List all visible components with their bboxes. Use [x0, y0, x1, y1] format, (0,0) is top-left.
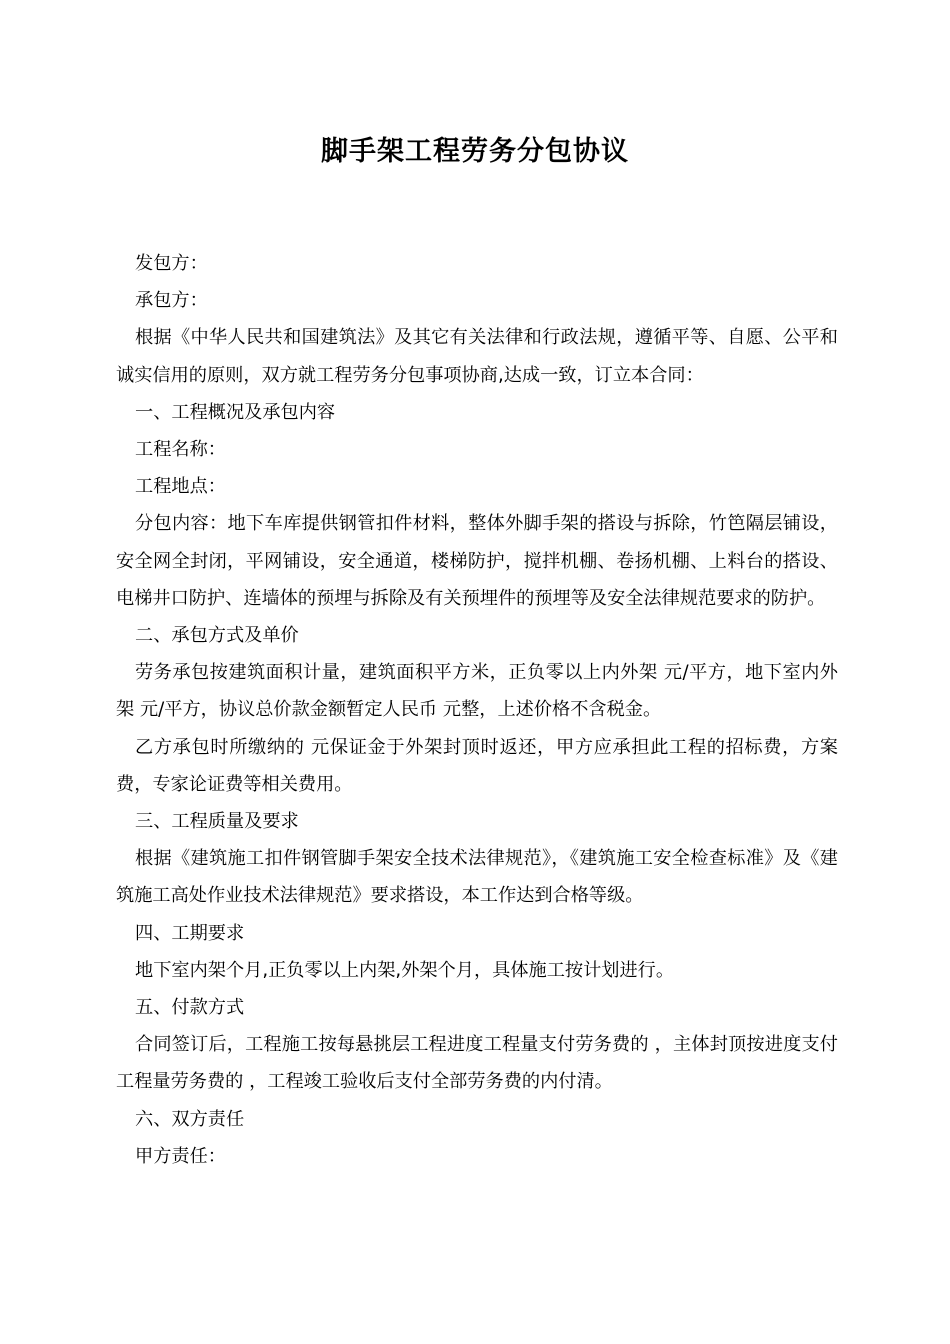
section-heading-4: 四、工期要求	[135, 922, 245, 944]
paragraph-party-a-responsibility: 甲方责任：	[135, 1145, 226, 1167]
paragraph-project-name: 工程名称：	[135, 439, 226, 461]
paragraph-deposit: 乙方承包时所缴纳的 元保证金于外架封顶时返还，甲方应承担此工程的招标费，方案费，专家论证费等相关费用。	[116, 736, 838, 795]
document-body	[116, 245, 838, 1175]
section-heading-5: 五、付款方式	[135, 997, 245, 1019]
paragraph-legal-basis: 根据《中华人民共和国建筑法》及其它有关法律和行政法规，遵循平等、自愿、公平和诚实信用的原则，双方就工程劳务分包事项协商,达成一致，订立本合同：	[116, 327, 838, 386]
paragraph-project-location: 工程地点：	[135, 476, 226, 498]
section-heading-1: 一、工程概况及承包内容	[135, 401, 336, 423]
section-heading-2: 二、承包方式及单价	[135, 625, 299, 647]
section-heading-3: 三、工程质量及要求	[135, 811, 299, 833]
paragraph-subcontractor-party: 承包方：	[135, 290, 208, 312]
paragraph-quality-standards: 根据《建筑施工扣件钢管脚手架安全技术法律规范》，《建筑施工安全检查标准》及《建筑施工高处作业技术法律规范》要求搭设，本工作达到合格等级。	[116, 848, 838, 907]
paragraph-scope: 分包内容：地下车库提供钢管扣件材料，整体外脚手架的搭设与拆除，竹笆隔层铺设，安全网全封闭，平网铺设，安全通道，楼梯防护，搅拌机棚、卷扬机棚、上料台的搭设、电梯井口防护、连墙体的预埋与拆除及有关预埋件的预埋等及安全法律规范要求的防护。	[116, 513, 838, 609]
paragraph-payment-terms: 合同签订后，工程施工按每悬挑层工程进度工程量支付劳务费的 ，主体封顶按进度支付工程量劳务费的 ，工程竣工验收后支付全部劳务费的内付清。	[116, 1034, 838, 1093]
paragraph-unit-price: 劳务承包按建筑面积计量，建筑面积平方米，正负零以上内外架 元/平方，地下室内外架 元/平方，协议总价款金额暂定人民币 元整，上述价格不含税金。	[116, 662, 838, 721]
paragraph-schedule: 地下室内架个月,正负零以上内架,外架个月，具体施工按计划进行。	[135, 959, 675, 981]
paragraph-contractor-party: 发包方：	[135, 253, 208, 274]
section-heading-6: 六、双方责任	[135, 1108, 245, 1130]
document-title: 脚手架工程劳务分包协议	[321, 136, 629, 167]
